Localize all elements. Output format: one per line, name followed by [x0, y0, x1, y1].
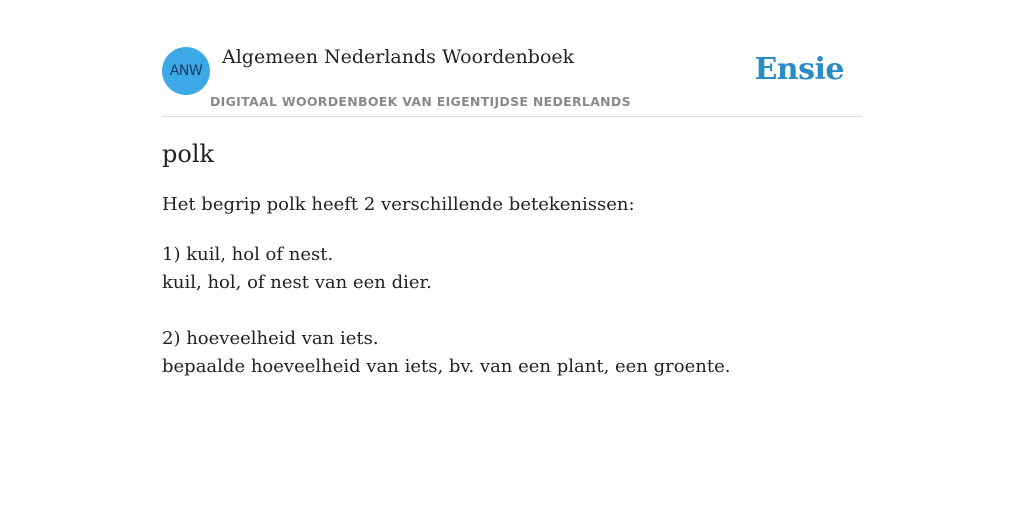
site-subtitle: DIGITAAL WOORDENBOEK VAN EIGENTIJDSE NEDERLANDS	[210, 94, 631, 109]
anw-logo[interactable]	[162, 47, 210, 95]
site-title[interactable]: Algemeen Nederlands Woordenboek	[222, 46, 575, 68]
sense-definition: kuil, hol, of nest van een dier.	[162, 272, 432, 293]
sense-heading: 2) hoeveelheid van iets.	[162, 328, 379, 349]
sense-definition: bepaalde hoeveelheid van iets, bv. van een plant, een groente.	[162, 356, 731, 377]
sense-heading: 1) kuil, hol of nest.	[162, 244, 334, 265]
ensie-brand-link[interactable]: Ensie	[754, 52, 844, 87]
sense-item	[162, 325, 730, 381]
page-title: polk	[162, 140, 215, 168]
logo-text: ANW	[169, 63, 203, 79]
page-container	[162, 0, 862, 377]
entry-intro: Het begrip polk heeft 2 verschillende betekenissen:	[162, 194, 635, 215]
sense-list	[162, 241, 730, 409]
site-header	[162, 0, 862, 117]
sense-item	[162, 241, 730, 297]
